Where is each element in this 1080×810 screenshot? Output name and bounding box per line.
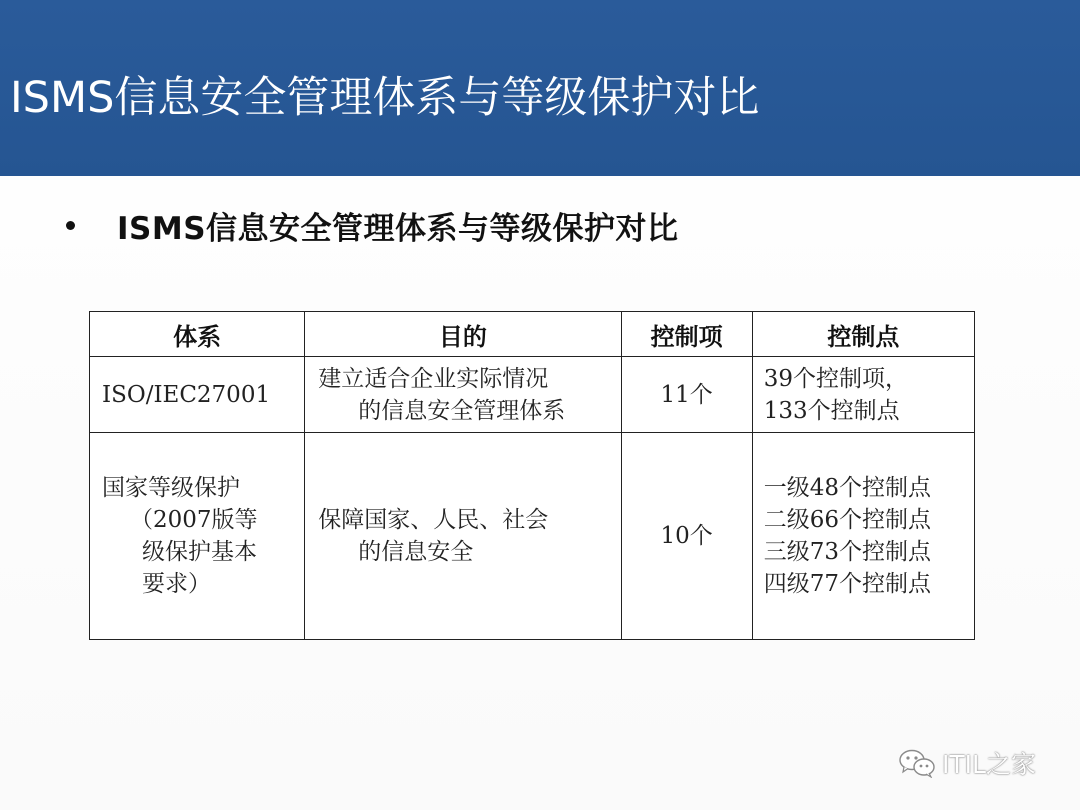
- bullet-dot-icon: [66, 221, 75, 230]
- comparison-table: [89, 311, 975, 640]
- bullet-item: [66, 200, 679, 250]
- cell-control-items: 10个: [621, 433, 752, 640]
- cell-control-points: 一级48个控制点 二级66个控制点 三级73个控制点 四级77个控制点: [752, 433, 974, 640]
- header-control-items: 控制项: [621, 312, 752, 357]
- cell-system: ISO/IEC27001: [90, 357, 305, 433]
- cell-goal: 建立适合企业实际情况 的信息安全管理体系: [305, 357, 621, 433]
- header-system: 体系: [90, 312, 305, 357]
- table-header-row: [90, 312, 975, 357]
- watermark: [898, 745, 1036, 781]
- table-row: [90, 433, 975, 640]
- title-bar: [0, 0, 1080, 176]
- cell-control-items: 11个: [621, 357, 752, 433]
- watermark-text: ITIL之家: [942, 750, 1036, 779]
- table-row: [90, 357, 975, 433]
- cell-system: 国家等级保护 （2007版等 级保护基本 要求）: [90, 433, 305, 640]
- cell-goal: 保障国家、人民、社会 的信息安全: [305, 433, 621, 640]
- cell-control-points: 39个控制项， 133个控制点: [752, 357, 974, 433]
- wechat-icon: [898, 748, 936, 778]
- header-control-points: 控制点: [752, 312, 974, 357]
- header-goal: 目的: [305, 312, 621, 357]
- bullet-text: ISMS信息安全管理体系与等级保护对比: [117, 210, 679, 247]
- slide-title: ISMS信息安全管理体系与等级保护对比: [10, 73, 760, 123]
